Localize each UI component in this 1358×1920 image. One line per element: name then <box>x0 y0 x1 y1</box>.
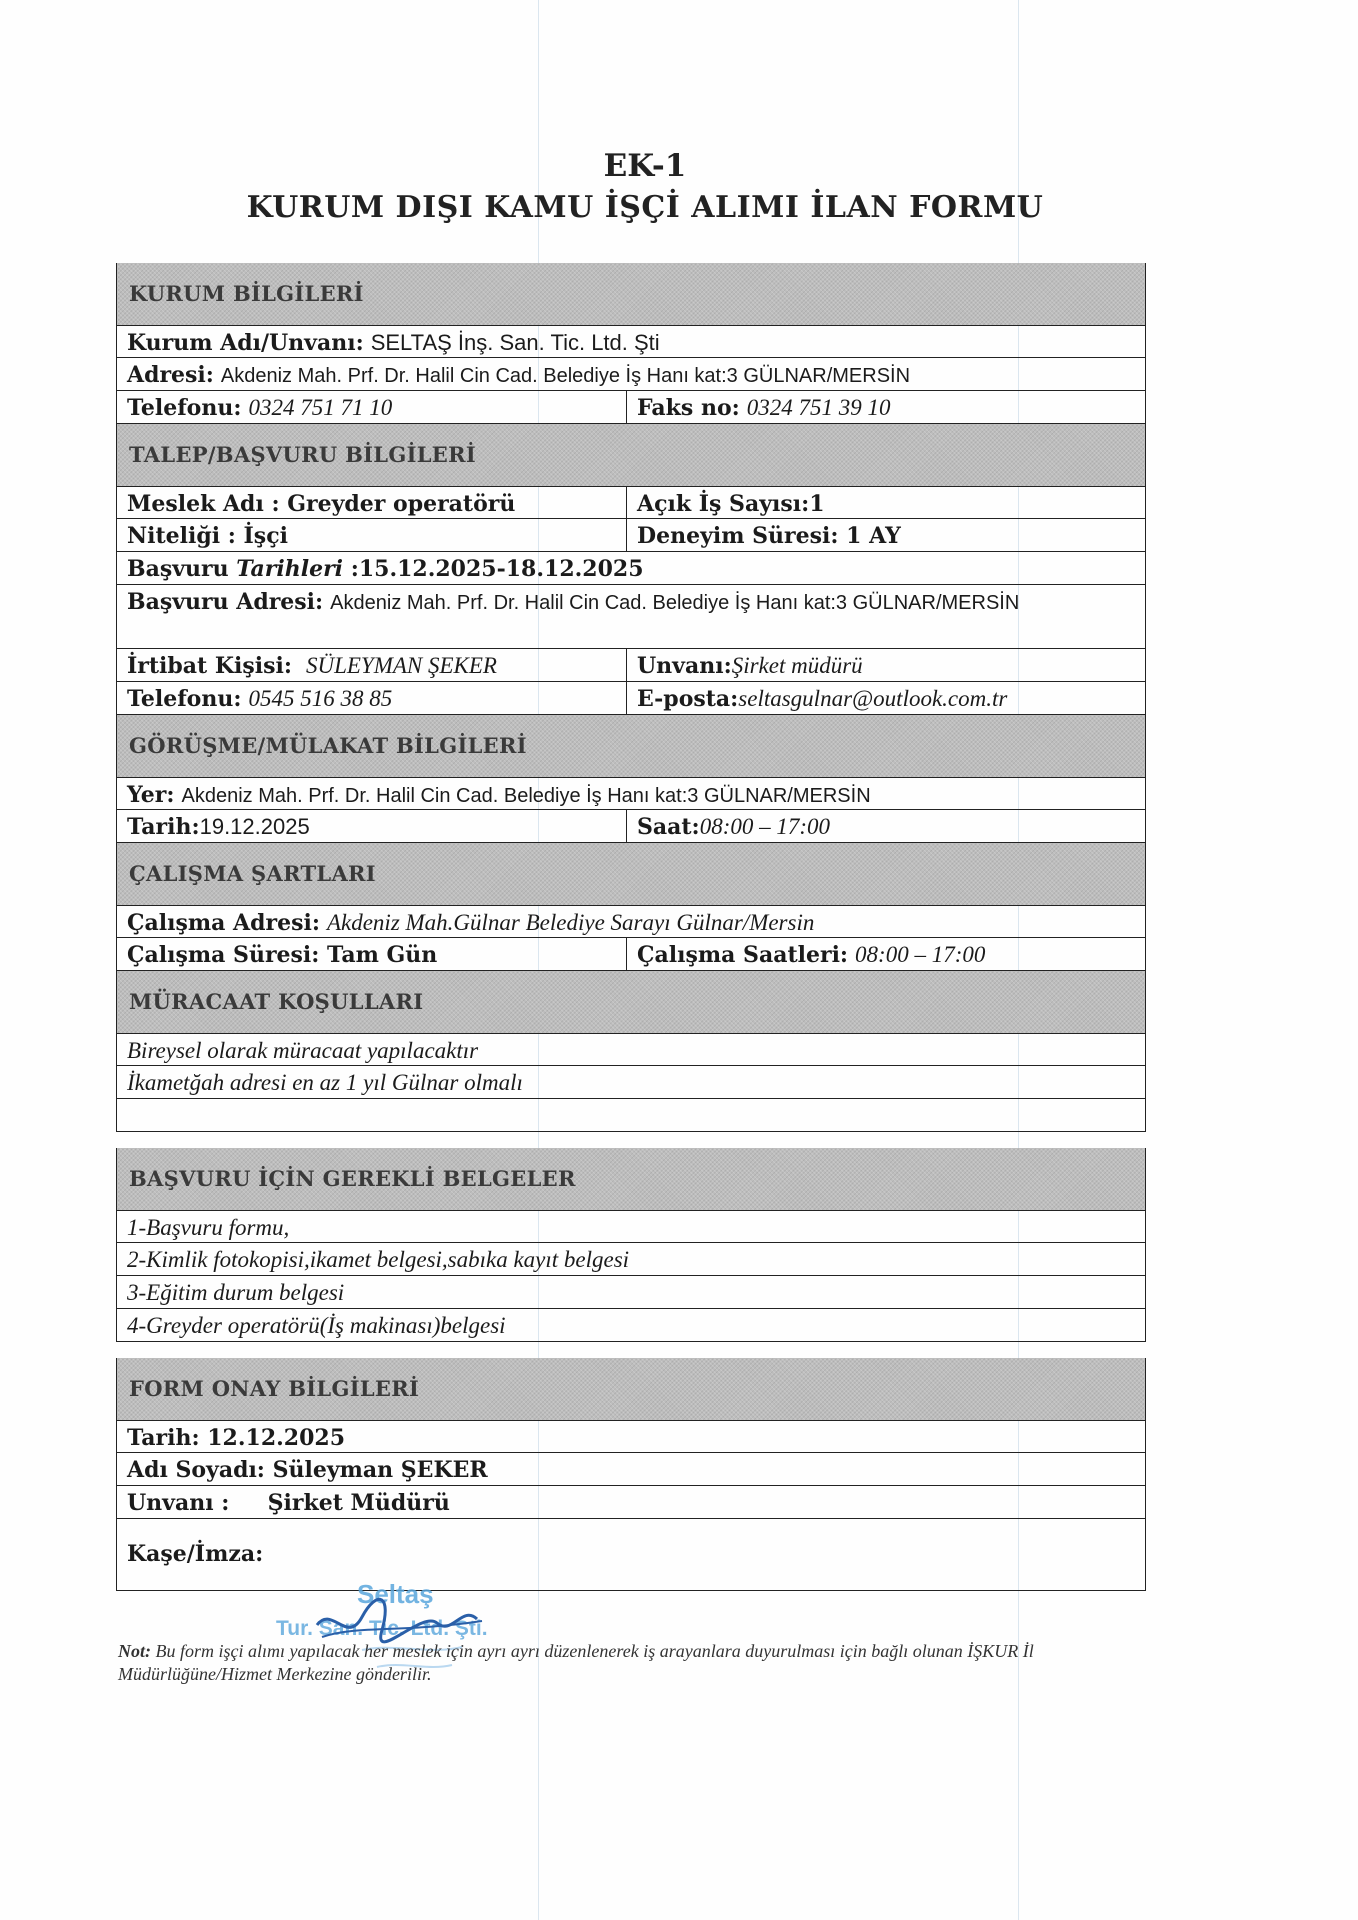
gorusme-tarih-row <box>116 810 1146 843</box>
note-text: Bu form işçi alımı yapılacak her meslek için ayrı ayrı düzenlenerek iş arayanlara duyurulması için bağlı olunan İŞKUR İl Müdürlüğüne/Hizmet Merkezine gönderilir. <box>118 1641 1034 1684</box>
irtibat-unvan-value: Şirket müdürü <box>731 653 863 678</box>
deneyim-suresi: Deneyim Süresi: 1 AY <box>637 523 901 549</box>
section-header-talep: TALEP/BAŞVURU BİLGİLERİ <box>116 424 1146 486</box>
list-item: 1-Başvuru formu, <box>116 1210 1146 1243</box>
irtibat-tel-value: 0545 516 38 85 <box>248 686 393 711</box>
basvuru-adres-label: Başvuru Adresi: <box>127 589 324 615</box>
basvuru-tarih-value: :15.12.2025-18.12.2025 <box>343 556 644 582</box>
kurum-name-label: Kurum Adı/Unvanı: <box>127 330 364 356</box>
kurum-name-row <box>116 325 1146 358</box>
kurum-address-row <box>116 358 1146 391</box>
list-item: İkametğah adresi en az 1 yıl Gülnar olmalı <box>116 1066 1146 1099</box>
niteligi: Niteliği : İşçi <box>117 519 627 551</box>
irtibat-value: SÜLEYMAN ŞEKER <box>305 653 497 678</box>
onay-unvan-label: Unvanı : <box>127 1490 230 1516</box>
stamp-name: Seltaş <box>357 1579 434 1609</box>
section-header-muracaat: MÜRACAAT KOŞULLARI <box>116 971 1146 1033</box>
empty-row <box>116 1099 1146 1132</box>
basvuru-tarih-label: Başvuru <box>127 556 237 582</box>
list-item: 2-Kimlik fotokopisi,ikamet belgesi,sabıka kayıt belgesi <box>116 1243 1146 1276</box>
talep-meslek-row <box>116 486 1146 519</box>
note-label: Not: <box>118 1641 151 1661</box>
gorusme-yer-value: Akdeniz Mah. Prf. Dr. Halil Cin Cad. Belediye İş Hanı kat:3 GÜLNAR/MERSİN <box>181 785 871 807</box>
calisma-adres-label: Çalışma Adresi: <box>127 910 320 936</box>
section-header-gorusme: GÖRÜŞME/MÜLAKAT BİLGİLERİ <box>116 715 1146 777</box>
list-item: Bireysel olarak müracaat yapılacaktır <box>116 1033 1146 1066</box>
onay-unvan-row <box>116 1486 1146 1519</box>
calisma-adres-row <box>116 905 1146 938</box>
kurum-address-value: Akdeniz Mah. Prf. Dr. Halil Cin Cad. Belediye İş Hanı kat:3 GÜLNAR/MERSİN <box>220 365 911 387</box>
onay-tarih-row <box>116 1420 1146 1453</box>
talep-adres-row <box>116 585 1146 649</box>
kurum-fax-label: Faks no: <box>637 395 740 421</box>
talep-irtibat-row <box>116 649 1146 682</box>
irtibat-label: İrtibat Kişisi: <box>127 653 292 679</box>
onay-adi-row <box>116 1453 1146 1486</box>
kurum-phone-label: Telefonu: <box>127 395 242 421</box>
talep-nitelik-row <box>116 519 1146 552</box>
talep-tarih-row <box>116 552 1146 585</box>
footer-note <box>118 1640 1168 1686</box>
kurum-name-value: SELTAŞ İnş. San. Tic. Ltd. Şti <box>370 330 660 355</box>
eposta-label: E-posta: <box>637 686 739 712</box>
meslek-adi: Meslek Adı : Greyder operatörü <box>117 487 627 518</box>
gorusme-tarih-value: 19.12.2025 <box>199 814 310 839</box>
section-header-kurum: KURUM BİLGİLERİ <box>116 263 1146 325</box>
talep-iletisim-row <box>116 682 1146 715</box>
acik-is-sayisi: Açık İş Sayısı:1 <box>637 491 825 517</box>
stamp-company: Tur. San. Tic. Ltd. Şti. <box>276 1617 488 1640</box>
kurum-fax-value: 0324 751 39 10 <box>746 395 891 420</box>
list-item: 4-Greyder operatörü(İş makinası)belgesi <box>116 1309 1146 1342</box>
gorusme-saat-label: Saat: <box>637 814 700 840</box>
calisma-adres-value: Akdeniz Mah.Gülnar Belediye Sarayı Gülnar/Mersin <box>326 910 815 935</box>
form-title: KURUM DIŞI KAMU İŞÇİ ALIMI İLAN FORMU <box>246 190 1044 225</box>
gorusme-saat-value: 08:00 – 17:00 <box>699 814 831 839</box>
kurum-phone-row <box>116 391 1146 424</box>
gorusme-yer-label: Yer: <box>127 782 175 808</box>
onay-unvan-value: Şirket Müdürü <box>267 1490 450 1516</box>
irtibat-tel-label: Telefonu: <box>127 686 242 712</box>
basvuru-tarih-label-italic: Tarihleri <box>236 556 344 582</box>
form-code: EK-1 <box>603 148 687 184</box>
basvuru-adres-value: Akdeniz Mah. Prf. Dr. Halil Cin Cad. Belediye İş Hanı kat:3 GÜLNAR/MERSİN <box>330 592 1020 614</box>
list-item: 3-Eğitim durum belgesi <box>116 1276 1146 1309</box>
section-header-belgeler: BAŞVURU İÇİN GEREKLİ BELGELER <box>116 1148 1146 1210</box>
kase-imza-label: Kaşe/İmza: <box>127 1541 264 1567</box>
gorusme-yer-row <box>116 777 1146 810</box>
calisma-suresi: Çalışma Süresi: Tam Gün <box>117 938 627 970</box>
kurum-phone-value: 0324 751 71 10 <box>248 395 393 420</box>
gorusme-tarih-label: Tarih: <box>127 814 200 840</box>
section-header-calisma: ÇALIŞMA ŞARTLARI <box>116 843 1146 905</box>
form-table <box>116 263 1146 1591</box>
irtibat-unvan-label: Unvanı: <box>637 653 732 679</box>
onay-tarih: Tarih: 12.12.2025 <box>127 1425 346 1451</box>
eposta-value: seltasgulnar@outlook.com.tr <box>738 686 1008 711</box>
calisma-sure-row <box>116 938 1146 971</box>
calisma-saat-value: 08:00 – 17:00 <box>855 942 986 967</box>
calisma-saat-label: Çalışma Saatleri: <box>637 942 849 968</box>
onay-adi-soyadi: Adı Soyadı: Süleyman ŞEKER <box>127 1457 488 1483</box>
section-header-onay: FORM ONAY BİLGİLERİ <box>116 1358 1146 1420</box>
kurum-address-label: Adresi: <box>127 362 214 388</box>
